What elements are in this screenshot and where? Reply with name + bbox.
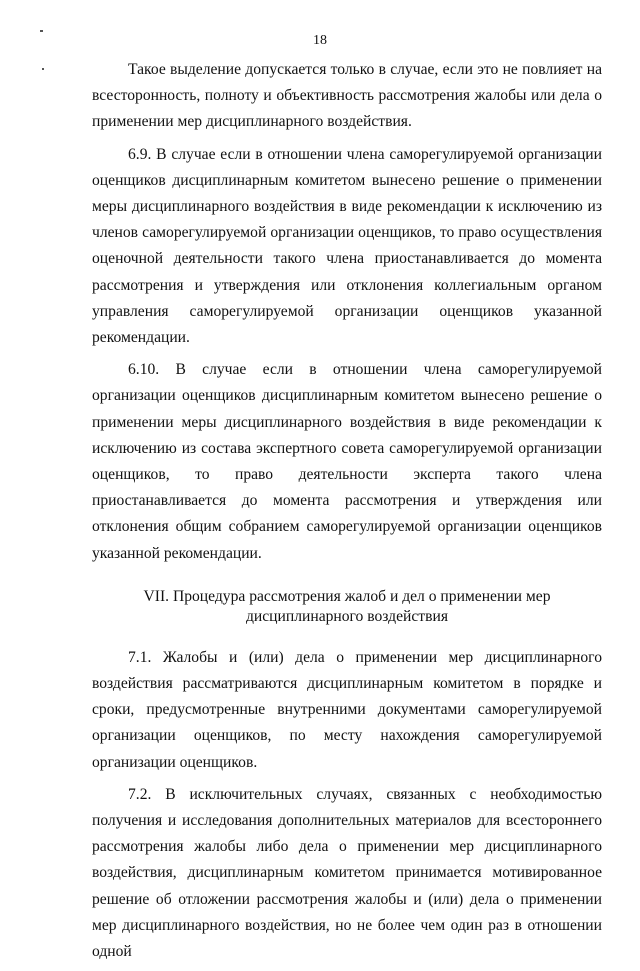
paragraph-7-2: 7.2. В исключительных случаях, связанных с необходимостью получения и исследования дополнительных материалов для всестороннего рассмотрения жалобы либо дела о применении мер дисциплинарного воздействия, дисциплинарным комитетом принимается мотивированное решение об отложении рассмотрения жалобы и (или) дела о применении мер дисциплинарного воздействия, но не более чем один раз в отношении одной: [92, 785, 602, 961]
paragraph-continuation: Такое выделение допускается только в случае, если это не повлияет на всесторонность, полноту и объективность рассмотрения жалобы или дела о применении мер дисциплинарного воздействия.: [92, 61, 602, 131]
paragraph-6-10: 6.10. В случае если в отношении члена саморегулируемой организации оценщиков дисциплинарным комитетом вынесено решение о применении меры дисциплинарного воздействия в виде рекомендации к исключению из состава экспертного совета саморегулируемой организации оценщиков, то право деятельности эксперта такого члена приостанавливается до момента рассмотрения и утверждения или отклонения общим собранием саморегулируемой организации оценщиков указанной рекомендации.: [92, 361, 602, 562]
paragraph-6-9: 6.9. В случае если в отношении члена саморегулируемой организации оценщиков дисциплинарным комитетом вынесено решение о применении меры дисциплинарного воздействия в виде рекомендации к исключению из членов саморегулируемой организации оценщиков, то право осуществления оценочной деятельности такого члена приостанавливается до момента рассмотрения и утверждения или отклонения коллегиальным органом управления саморегулируемой организации оценщиков указанной рекомендации.: [92, 145, 602, 347]
section-heading: [92, 587, 602, 627]
scan-speck: [42, 68, 44, 70]
document-body: [92, 57, 602, 971]
paragraph-7-1: 7.1. Жалобы и (или) дела о применении мер дисциплинарного воздействия рассматриваются дисциплинарным комитетом в порядке и сроки, предусмотренные внутренними документами саморегулируемой организации оценщиков, по месту нахождения саморегулируемой организации оценщиков.: [92, 648, 602, 771]
section-heading-line2: дисциплинарного воздействия: [245, 607, 449, 625]
page-number: 18: [313, 33, 327, 48]
scan-speck: [40, 30, 43, 32]
section-heading-line1: VII. Процедура рассмотрения жалоб и дел о применении мер: [143, 587, 551, 605]
